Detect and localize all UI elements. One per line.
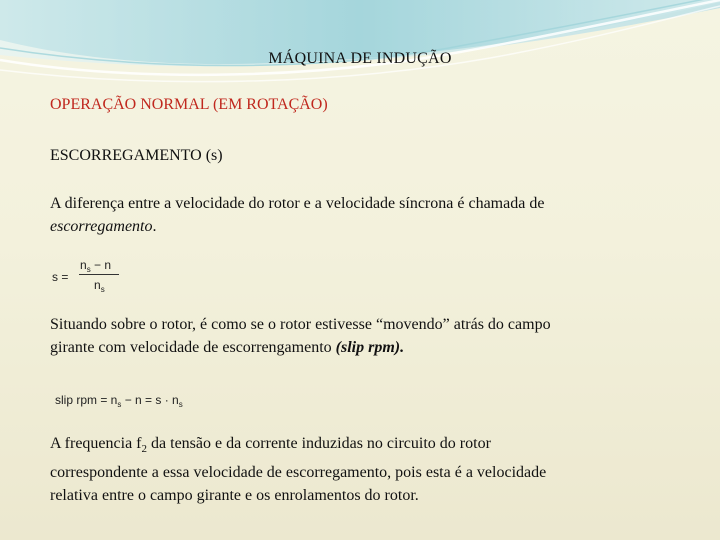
paragraph-line	[50, 432, 684, 461]
denominator-n: n	[94, 278, 101, 292]
paragraph-line: A diferença entre a velocidade do rotor e a velocidade síncrona é chamada de	[50, 195, 545, 212]
formula-part: slip rpm = n	[55, 393, 118, 407]
paragraph-frequency	[50, 432, 684, 507]
paragraph-slip-rpm	[50, 313, 684, 359]
frequency-subscript: 2	[141, 443, 148, 456]
line-text: A frequencia f	[50, 435, 142, 452]
line-text: da tensão e da corrente induzidas no circuito do rotor	[147, 435, 491, 452]
slip-formula	[52, 258, 132, 298]
section-heading: ESCORREGAMENTO (s)	[50, 147, 223, 164]
italic-term: escorregamento	[50, 218, 153, 235]
paragraph-line	[50, 215, 684, 238]
paragraph-definition	[50, 192, 684, 238]
paragraph-line: relativa entre o campo girante e os enrolamentos do rotor.	[50, 487, 419, 505]
bold-italic-term: (slip rpm).	[335, 339, 405, 356]
paragraph-line	[50, 336, 684, 359]
formula-lhs: s =	[52, 270, 69, 284]
slip-rpm-formula	[55, 393, 183, 409]
formula-numerator	[80, 258, 111, 274]
numerator-rest: − n	[90, 258, 112, 272]
line-text: girante com velocidade de escorrengamento	[50, 339, 336, 356]
formula-denominator	[94, 278, 105, 294]
numerator-subscript: s	[86, 265, 91, 274]
period: .	[152, 218, 157, 235]
formula-subscript: s	[117, 400, 122, 409]
formula-subscript: s	[178, 400, 183, 409]
formula-part: − n = s · n	[121, 393, 179, 407]
slide-title: MÁQUINA DE INDUÇÃO	[268, 50, 452, 67]
paragraph-line: Situando sobre o rotor, é como se o rotor estivesse “movendo” atrás do campo	[50, 316, 551, 333]
paragraph-line: correspondente a essa velocidade de escorregamento, pois esta é a velocidade	[50, 464, 547, 482]
numerator-n: n	[80, 258, 87, 272]
slide-subtitle: OPERAÇÃO NORMAL (EM ROTAÇÃO)	[50, 96, 328, 113]
fraction-bar	[79, 274, 119, 275]
denominator-subscript: s	[100, 285, 105, 294]
